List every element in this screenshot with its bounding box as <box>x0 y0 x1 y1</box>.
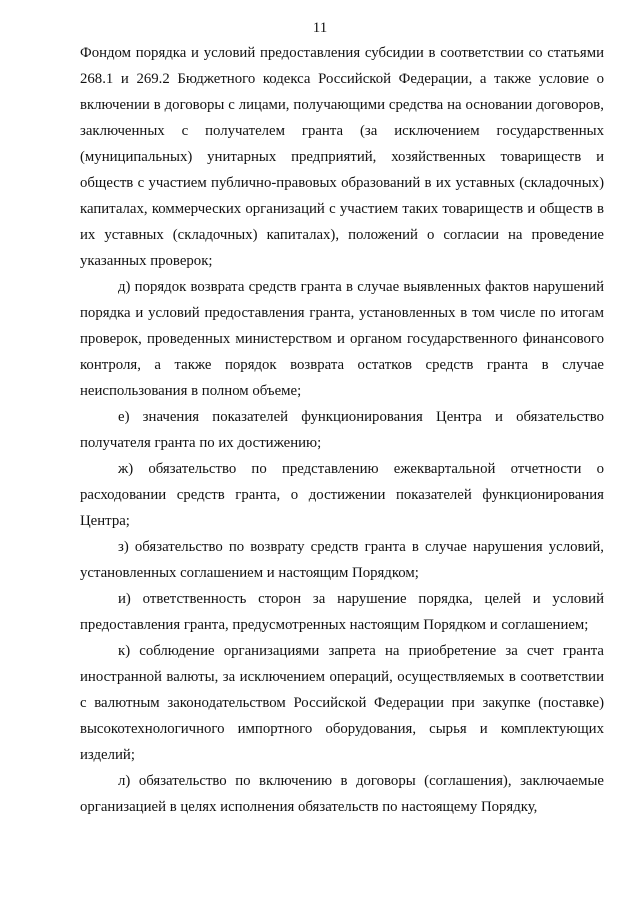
paragraph-item-k: к) соблюдение организациями запрета на приобретение за счет гранта иностранной валюты, за исключением операций, осуществляемых в соответствии с валютным законодательством Российской Федерации при закупке (поставке) высокотехнологичного импортного оборудования, сырья и комплектующих изделий; <box>80 643 604 763</box>
paragraph-item-zh: ж) обязательство по представлению ежеквартальной отчетности о расходовании средств гранта, о достижении показателей функционирования Центра; <box>80 461 604 529</box>
paragraph-item-e: е) значения показателей функционирования Центра и обязательство получателя гранта по их достижению; <box>80 409 604 451</box>
document-body <box>80 40 604 820</box>
paragraph-item-i: и) ответственность сторон за нарушение порядка, целей и условий предоставления гранта, предусмотренных настоящим Порядком и соглашением; <box>80 591 604 633</box>
page-number: 11 <box>312 20 328 36</box>
paragraph-item-d: д) порядок возврата средств гранта в случае выявленных фактов нарушений порядка и условий предоставления гранта, установленных в том числе по итогам проверок, проведенных министерством и органом государственного финансового контроля, а также порядок возврата остатков средств гранта в случае неиспользования в полном объеме; <box>80 279 604 399</box>
paragraph-item-l: л) обязательство по включению в договоры (соглашения), заключаемые организацией в целях исполнения обязательств по настоящему Порядку, <box>80 773 604 815</box>
paragraph-continuation: Фондом порядка и условий предоставления субсидии в соответствии со статьями 268.1 и 269.2 Бюджетного кодекса Российской Федерации, а также условие о включении в договоры с лицами, получающими средства на основании договоров, заключенных с получателем гранта (за исключением государственных (муниципальных) унитарных предприятий, хозяйственных товариществ и обществ с участием публично-правовых образований в их уставных (складочных) капиталах, коммерческих организаций с участием таких товариществ и обществ в их уставных (складочных) капиталах), положений о согласии на проведение указанных проверок; <box>80 45 604 269</box>
paragraph-item-z: з) обязательство по возврату средств гранта в случае нарушения условий, установленных соглашением и настоящим Порядком; <box>80 539 604 581</box>
